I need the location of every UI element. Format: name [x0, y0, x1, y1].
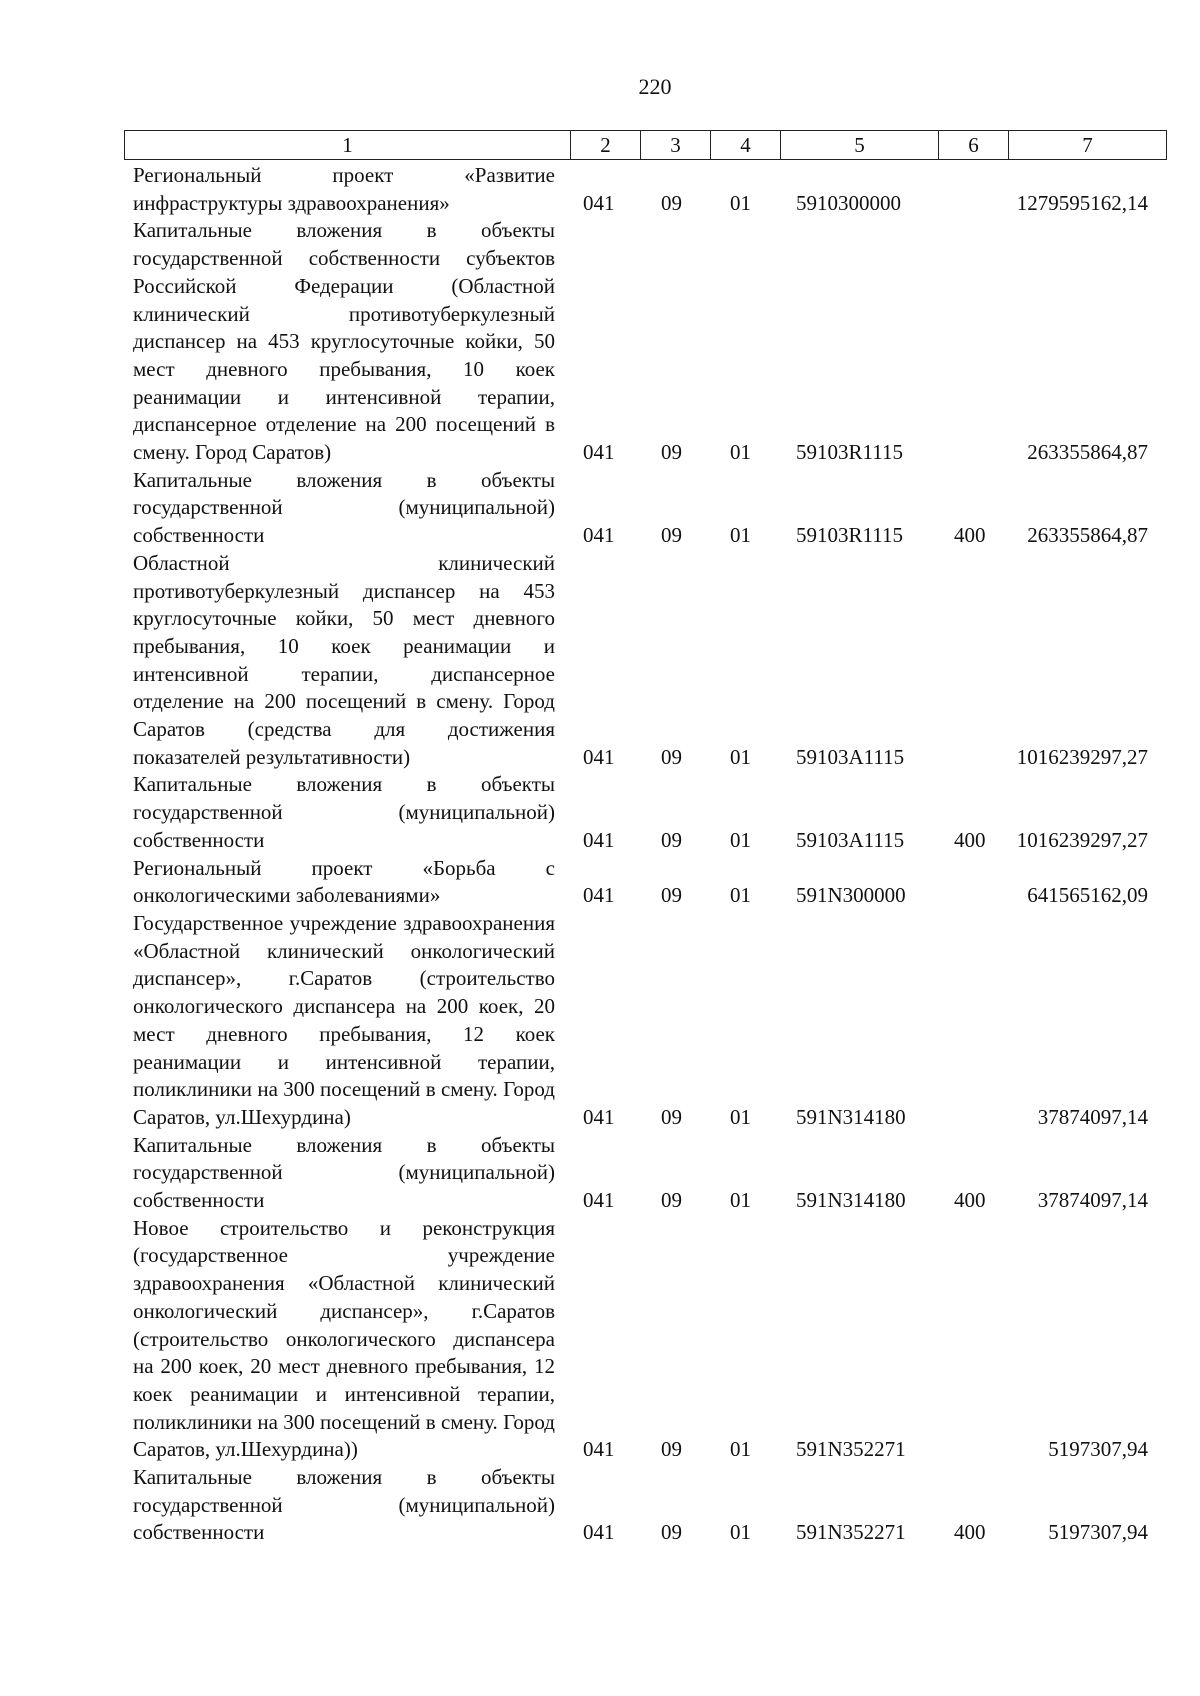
- row-codes: [0, 522, 1200, 550]
- row-col-5: 591N314180: [796, 1188, 906, 1213]
- row-codes: [0, 1187, 1200, 1215]
- row-description: Капитальные вложения в объекты государственной (муниципальной) собственности: [133, 1132, 555, 1213]
- table-row: [0, 855, 1200, 910]
- row-col-2: 041: [583, 1437, 615, 1462]
- row-col-4: 01: [730, 190, 751, 215]
- row-col-3: 09: [661, 523, 682, 548]
- row-codes: [0, 1104, 1200, 1132]
- column-header-row: [125, 131, 1167, 160]
- row-col-5: 59103A1115: [796, 744, 905, 769]
- row-col-4: 01: [730, 883, 751, 908]
- row-col-6: 400: [954, 1520, 986, 1545]
- row-col-2: 041: [583, 883, 615, 908]
- row-codes: [0, 190, 1200, 218]
- row-col-7: 5197307,94: [1048, 1437, 1148, 1462]
- row-col-4: 01: [730, 1520, 751, 1545]
- row-col-7: 37874097,14: [1037, 1104, 1148, 1129]
- row-col-5: 591N314180: [796, 1104, 906, 1129]
- row-col-3: 09: [661, 827, 682, 852]
- row-col-4: 01: [730, 827, 751, 852]
- row-col-7: 641565162,09: [1027, 883, 1148, 908]
- row-col-3: 09: [661, 1437, 682, 1462]
- row-col-7: 37874097,14: [1037, 1188, 1148, 1213]
- table-row: [0, 1132, 1200, 1215]
- table-row: [0, 217, 1200, 466]
- row-col-4: 01: [730, 1104, 751, 1129]
- row-description: Капитальные вложения в объекты государственной (муниципальной) собственности: [133, 1465, 555, 1545]
- row-col-3: 09: [661, 1188, 682, 1213]
- column-header-table: [124, 130, 1167, 160]
- row-col-3: 09: [661, 190, 682, 215]
- row-codes: [0, 439, 1200, 467]
- row-col-3: 09: [661, 1104, 682, 1129]
- row-col-2: 041: [583, 1104, 615, 1129]
- row-description: Капитальные вложения в объекты государственной (муниципальной) собственности: [133, 467, 555, 548]
- row-description: Региональный проект «Борьба с онкологическими заболеваниями»: [133, 855, 555, 908]
- row-col-3: 09: [661, 440, 682, 465]
- table-row: [0, 1215, 1200, 1464]
- page-number: 220: [638, 74, 672, 99]
- row-col-2: 041: [583, 744, 615, 769]
- row-description: Региональный проект «Развитие инфраструктуры здравоохранения»: [133, 163, 555, 215]
- column-header-2: 2: [571, 131, 641, 160]
- table-row: [0, 1464, 1200, 1547]
- row-col-6: 400: [954, 827, 986, 852]
- row-description: Новое строительство и реконструкция (государственное учреждение здравоохранения «Областной клинический онкологический диспансер», г.Саратов (строительство онкологического диспансера на 200 коек, 20 мест дневного пребывания, 12 коек реанимации и интенсивной терапии, поликлиники на 300 посещений в смену. Город Саратов, ул.Шехурдина)): [133, 1215, 555, 1462]
- row-codes: [0, 744, 1200, 772]
- table-row: [0, 910, 1200, 1132]
- row-col-4: 01: [730, 440, 751, 465]
- row-codes: [0, 1436, 1200, 1464]
- row-col-5: 59103R1115: [796, 440, 903, 465]
- row-codes: [0, 827, 1200, 855]
- row-col-7: 5197307,94: [1048, 1520, 1148, 1545]
- row-col-4: 01: [730, 1188, 751, 1213]
- row-col-6: 400: [954, 523, 986, 548]
- table-row: [0, 162, 1200, 217]
- row-col-3: 09: [661, 1520, 682, 1545]
- row-col-5: 591N352271: [796, 1437, 906, 1462]
- row-description: Капитальные вложения в объекты государственной собственности субъектов Российской Федерации (Областной клинический противотуберкулезный диспансер на 453 круглосуточные койки, 50 мест дневного пребывания, 10 коек реанимации и интенсивной терапии, диспансерное отделение на 200 посещений в смену. Город Саратов): [133, 218, 555, 465]
- row-col-5: 591N352271: [796, 1520, 906, 1545]
- column-header-7: 7: [1009, 131, 1167, 160]
- row-col-6: 400: [954, 1188, 986, 1213]
- row-codes: [0, 1519, 1200, 1547]
- row-col-2: 041: [583, 1520, 615, 1545]
- column-header-6: 6: [939, 131, 1009, 160]
- row-col-4: 01: [730, 523, 751, 548]
- row-codes: [0, 882, 1200, 910]
- row-col-5: 59103R1115: [796, 523, 903, 548]
- row-col-2: 041: [583, 827, 615, 852]
- row-description: Областной клинический противотуберкулезный диспансер на 453 круглосуточные койки, 50 мест дневного пребывания, 10 коек реанимации и интенсивной терапии, диспансерное отделение на 200 посещений в смену. Город Саратов (средства для достижения показателей результативности): [133, 550, 555, 769]
- row-col-7: 1016239297,27: [1016, 744, 1148, 769]
- column-header-3: 3: [641, 131, 711, 160]
- table-body: [0, 162, 1200, 1547]
- row-col-7: 263355864,87: [1027, 523, 1148, 548]
- row-col-2: 041: [583, 523, 615, 548]
- table-row: [0, 550, 1200, 772]
- column-header-1: 1: [125, 131, 571, 160]
- table-row: [0, 771, 1200, 854]
- row-col-5: 591N300000: [796, 883, 906, 908]
- row-col-7: 263355864,87: [1027, 440, 1148, 465]
- row-col-2: 041: [583, 440, 615, 465]
- row-col-3: 09: [661, 744, 682, 769]
- row-col-3: 09: [661, 883, 682, 908]
- row-col-2: 041: [583, 1188, 615, 1213]
- row-col-5: 5910300000: [796, 190, 901, 215]
- column-header-5: 5: [781, 131, 939, 160]
- row-col-4: 01: [730, 744, 751, 769]
- row-col-7: 1279595162,14: [1016, 190, 1148, 215]
- row-col-7: 1016239297,27: [1016, 827, 1148, 852]
- row-col-5: 59103A1115: [796, 827, 905, 852]
- row-col-4: 01: [730, 1437, 751, 1462]
- row-description: Капитальные вложения в объекты государственной (муниципальной) собственности: [133, 772, 555, 852]
- table-row: [0, 467, 1200, 550]
- row-col-2: 041: [583, 190, 615, 215]
- column-header-4: 4: [711, 131, 781, 160]
- row-description: Государственное учреждение здравоохранения «Областной клинический онкологический диспансер», г.Саратов (строительство онкологического диспансера на 200 коек, 20 мест дневного пребывания, 12 коек реанимации и интенсивной терапии, поликлиники на 300 посещений в смену. Город Саратов, ул.Шехурдина): [133, 910, 555, 1129]
